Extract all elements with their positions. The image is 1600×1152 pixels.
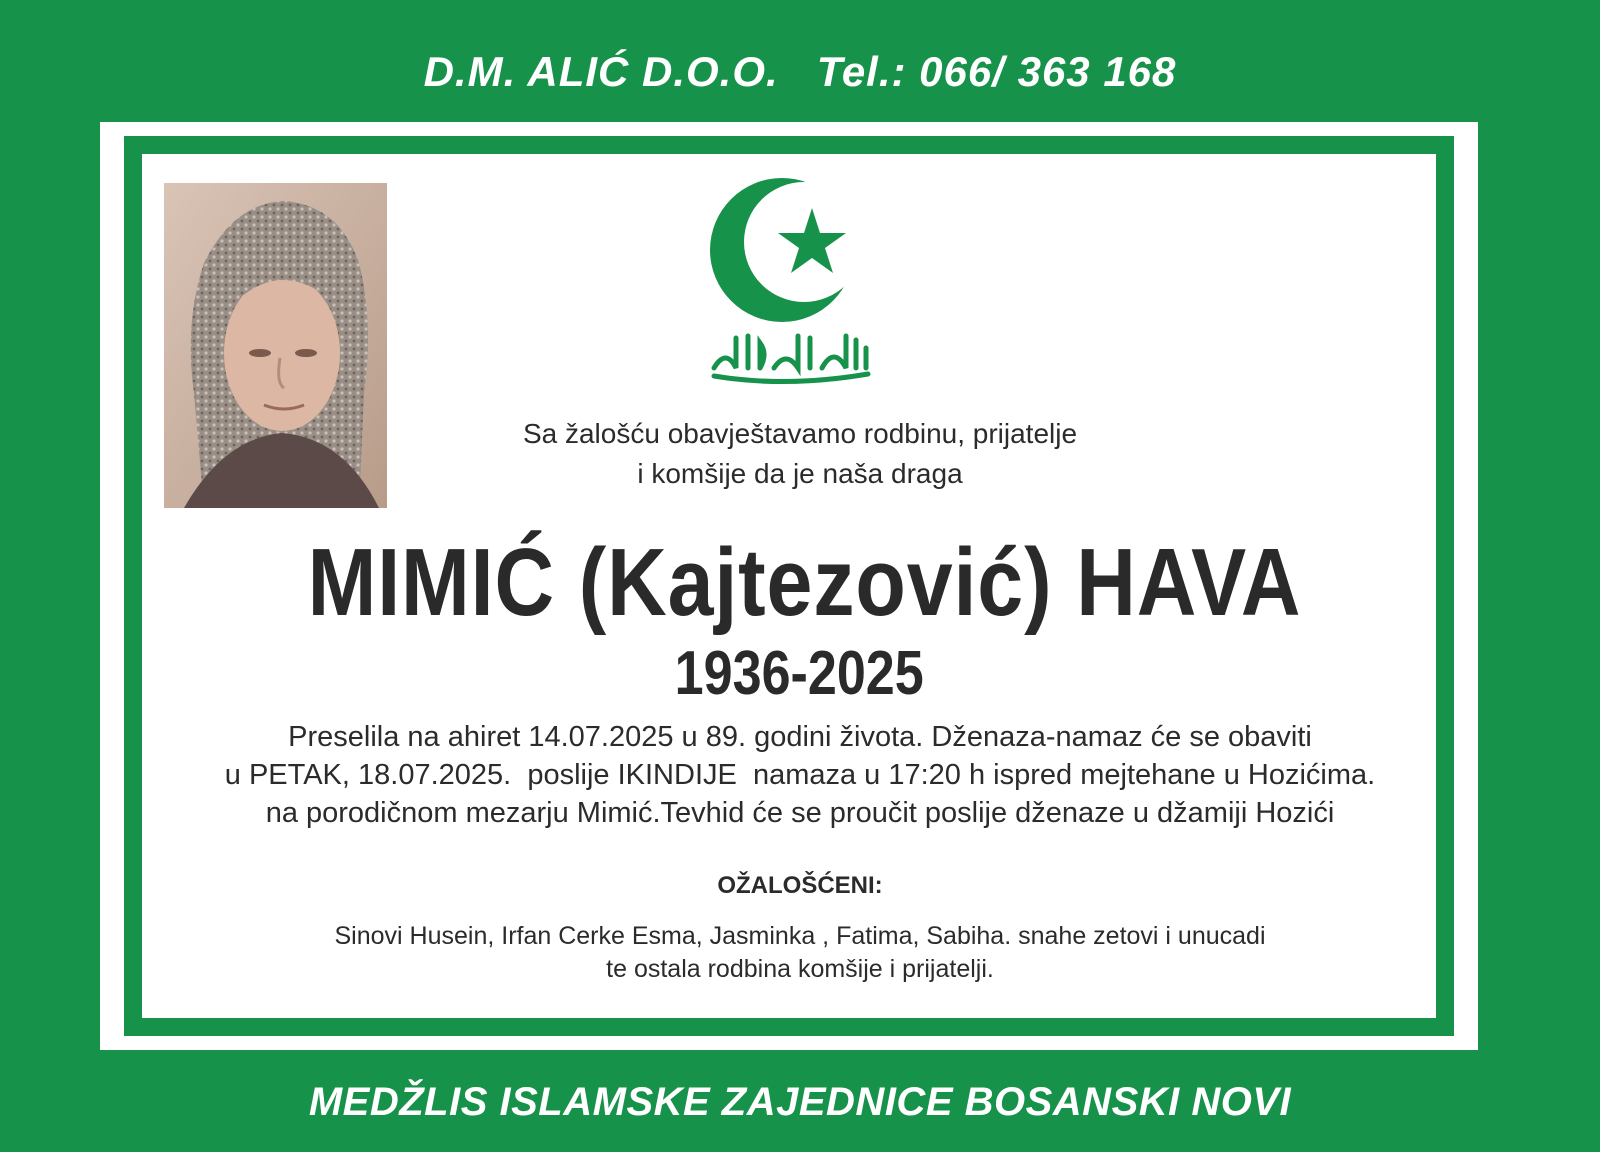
deceased-years: 1936-2025 — [674, 639, 924, 708]
crescent-star-icon — [706, 178, 876, 390]
calligraphy-icon — [714, 336, 868, 382]
mourners-title: OŽALOŠĆENI: — [717, 872, 883, 899]
mourners-list — [0, 920, 1600, 986]
mourners-line-2: te ostala rodbina komšije i prijatelji. — [606, 955, 994, 983]
intro-text — [0, 414, 1600, 494]
header-company-line — [0, 48, 1600, 96]
announcement-text — [0, 718, 1600, 832]
announcement-line-3: na porodičnom mezarju Mimić.Tevhid će se proučit poslije dženaze u džamiji Hozići — [265, 797, 1335, 829]
company-name: D.M. ALIĆ D.O.O. — [423, 48, 779, 95]
footer-organization: MEDŽLIS ISLAMSKE ZAJEDNICE BOSANSKI NOVI — [308, 1080, 1292, 1124]
mourners-line-1: Sinovi Husein, Irfan Cerke Esma, Jasminka , Fatima, Sabiha. snahe zetovi i unucadi — [334, 922, 1266, 950]
intro-line-2: i komšije da je naša draga — [637, 458, 963, 489]
intro-line-1: Sa žalošću obavještavamo rodbinu, prijatelje — [522, 418, 1078, 449]
announcement-line-2: u PETAK, 18.07.2025. poslije IKINDIJE namaza u 17:20 h ispred mejtehane u Hozićima. — [224, 759, 1376, 791]
deceased-name: MIMIĆ (Kajtezović) HAVA — [307, 529, 1302, 636]
company-phone: Tel.: 066/ 363 168 — [816, 48, 1177, 95]
announcement-line-1: Preselila na ahiret 14.07.2025 u 89. godini života. Dženaza-namaz će se obaviti — [288, 721, 1312, 753]
